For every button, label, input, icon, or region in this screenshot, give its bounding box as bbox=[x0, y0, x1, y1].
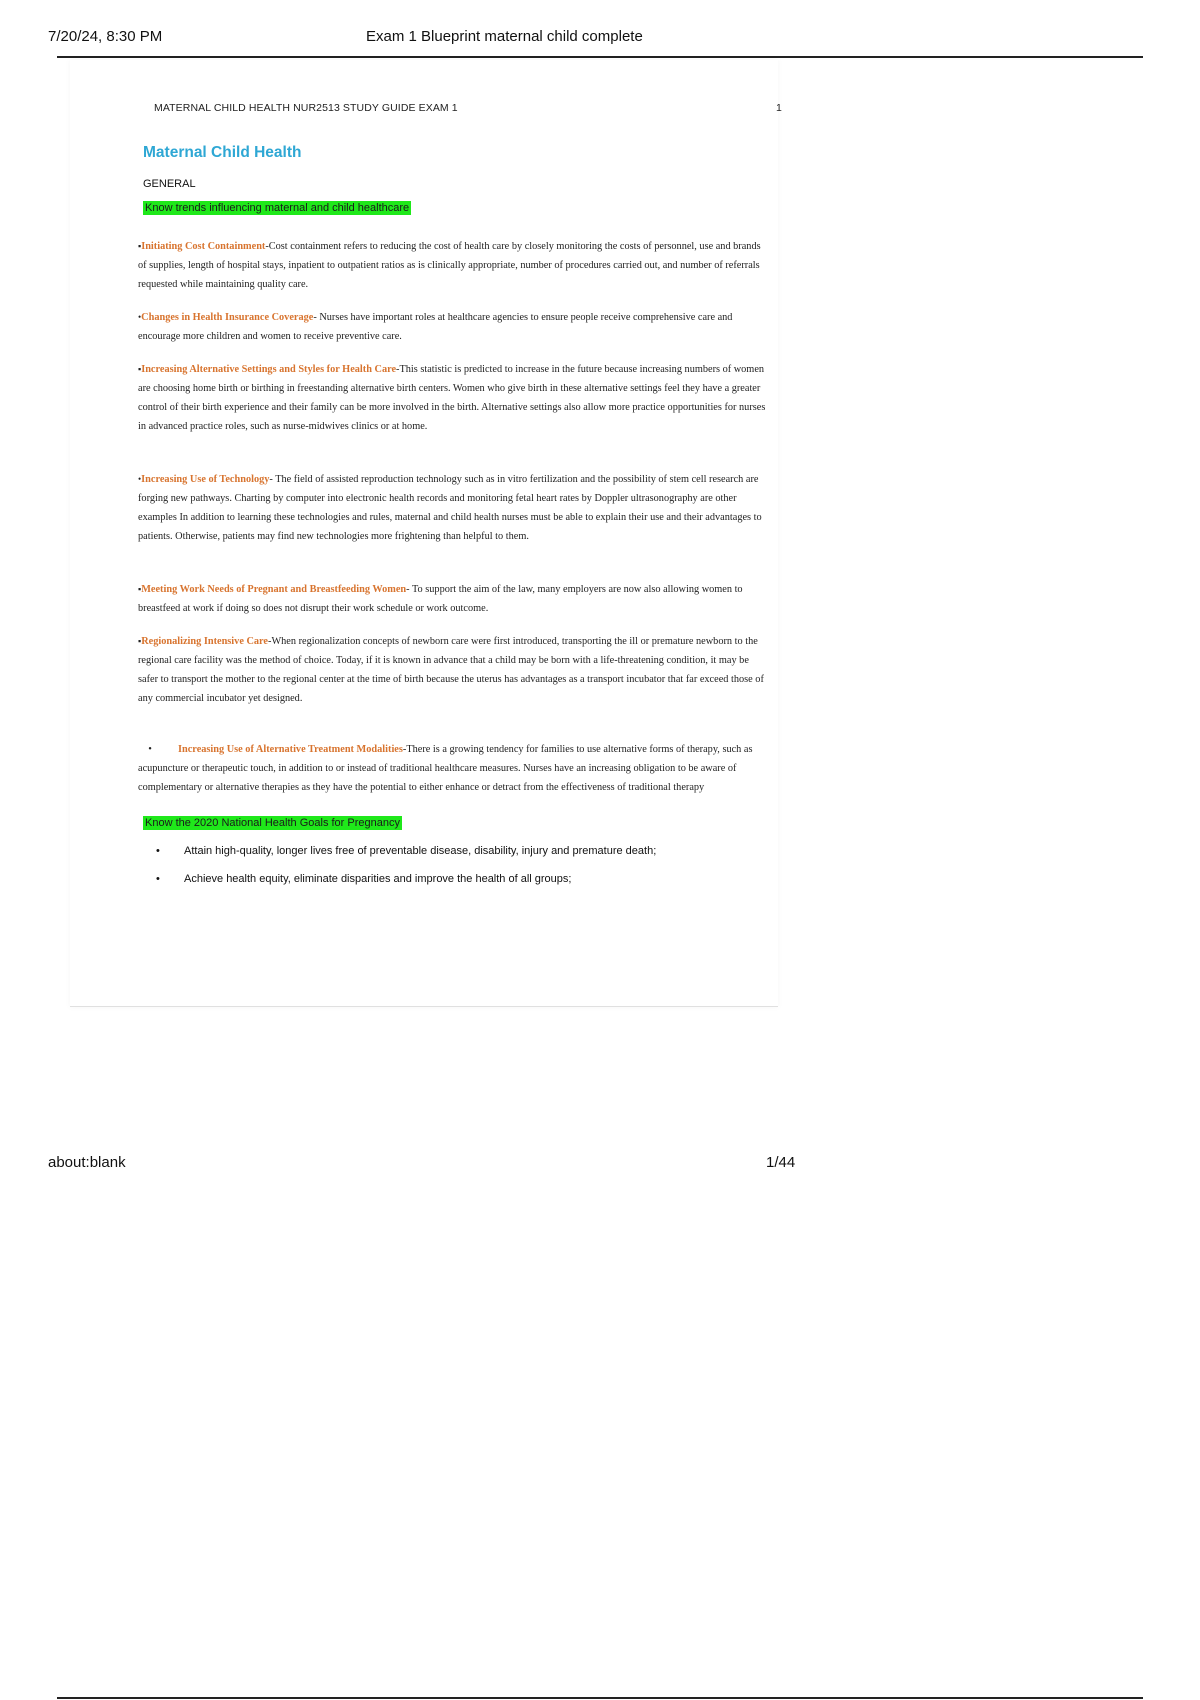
highlighted-objective-goals: Know the 2020 National Health Goals for Pregnancy bbox=[145, 817, 400, 829]
print-title: Exam 1 Blueprint maternal child complete bbox=[366, 28, 643, 45]
bullet-icon: • bbox=[156, 845, 160, 857]
bullet-icon: ▪ bbox=[138, 364, 142, 374]
bullet-icon: ▪ bbox=[138, 241, 142, 251]
trend-paragraph bbox=[138, 360, 770, 436]
list-item bbox=[156, 843, 716, 859]
bullet-icon: • bbox=[138, 312, 142, 322]
footer-divider bbox=[57, 1697, 1143, 1699]
trend-paragraph bbox=[138, 308, 770, 346]
document-title: Maternal Child Health bbox=[143, 144, 302, 161]
goal-text: Attain high-quality, longer lives free of preventable disease, disability, injury and premature death; bbox=[184, 845, 657, 857]
trend-text: -Cost containment refers to reducing the cost of health care by closely monitoring the costs of personnel, use and brands of supplies, length of hospital stays, inpatient to outpatient ratios as is clinically appropriate, number of procedures carried out, and number of referrals requested while maintaining quality care. bbox=[138, 241, 761, 290]
trend-paragraph bbox=[138, 740, 770, 797]
trend-text: - To support the aim of the law, many employers are now also allowing women to breastfeed at work if doing so does not disrupt their work schedule or work outcome. bbox=[138, 584, 743, 614]
trend-term: Initiating Cost Containment bbox=[141, 241, 266, 252]
bullet-icon: • bbox=[138, 474, 142, 484]
trend-text: - Nurses have important roles at healthcare agencies to ensure people receive comprehensive care and encourage more children and women to receive preventive care. bbox=[138, 312, 733, 342]
list-item bbox=[156, 871, 716, 887]
highlighted-objective-trends: Know trends influencing maternal and child healthcare bbox=[145, 202, 410, 214]
trend-text: -This statistic is predicted to increase in the future because increasing numbers of women are choosing home birth or birthing in freestanding alternative birth centers. Women who give birth in these alternative settings feel they have a greater control of their birth experience and their family can be more involved in the birth. Alternative settings also allow more practice opportunities for nurses in advanced practice roles, such as nurse-midwives clinics or at home. bbox=[138, 364, 766, 432]
running-header-page: 1 bbox=[776, 102, 782, 114]
trend-text: - The field of assisted reproduction technology such as in vitro fertilization and the possibility of stem cell research are forging new pathways. Charting by computer into electronic health records and monitoring fetal heart rates by Doppler ultrasonography are other examples In addition to learning these technologies and rules, maternal and child health nurses must be able to explain their use and their advantages to patients. Otherwise, patients may find new technologies more frightening than helpful to them. bbox=[138, 474, 762, 542]
health-goals-list bbox=[156, 843, 716, 899]
document-page bbox=[70, 60, 782, 1007]
print-footer-url: about:blank bbox=[48, 1154, 126, 1171]
running-header bbox=[154, 102, 782, 114]
trend-term: Increasing Use of Alternative Treatment Modalities bbox=[178, 744, 403, 755]
trend-term: Meeting Work Needs of Pregnant and Breastfeeding Women bbox=[141, 584, 407, 595]
trend-paragraph bbox=[138, 632, 770, 708]
trend-term: Changes in Health Insurance Coverage bbox=[141, 312, 314, 323]
trend-paragraph bbox=[138, 470, 770, 546]
bullet-icon: • bbox=[156, 873, 160, 885]
header-divider bbox=[57, 56, 1143, 58]
print-header bbox=[0, 28, 1200, 50]
print-footer-page-number: 1/44 bbox=[766, 1154, 796, 1171]
bullet-icon: ▪ bbox=[138, 636, 142, 646]
bullet-icon: ▪ bbox=[138, 584, 142, 594]
trend-term: Increasing Use of Technology bbox=[141, 474, 270, 485]
section-label: GENERAL bbox=[143, 178, 196, 190]
goal-text: Achieve health equity, eliminate disparities and improve the health of all groups; bbox=[184, 873, 572, 885]
trend-paragraph bbox=[138, 580, 770, 618]
trend-paragraph bbox=[138, 237, 770, 294]
bullet-icon: • bbox=[138, 744, 152, 755]
running-header-title: MATERNAL CHILD HEALTH NUR2513 STUDY GUIDE EXAM 1 bbox=[154, 102, 458, 114]
trend-term: Increasing Alternative Settings and Styles for Health Care bbox=[141, 364, 397, 375]
trend-text: -When regionalization concepts of newborn care were first introduced, transporting the ill or premature newborn to the regional care facility was the method of choice. Today, if it is known in advance that a child may be born with a life-threatening condition, it may be safer to transport the mother to the regional center at the time of birth because the uterus has advantages as a transport incubator that far exceed those of any commercial incubator yet designed. bbox=[138, 636, 764, 704]
trend-term: Regionalizing Intensive Care bbox=[141, 636, 269, 647]
print-datetime: 7/20/24, 8:30 PM bbox=[48, 28, 163, 45]
trend-text: -There is a growing tendency for families to use alternative forms of therapy, such as acupuncture or therapeutic touch, in addition to or instead of traditional healthcare measures. Nurses have an increasing obligation to be aware of complementary or alternative therapies as they have the potential to either enhance or detract from the effectiveness of traditional therapy bbox=[138, 744, 753, 793]
